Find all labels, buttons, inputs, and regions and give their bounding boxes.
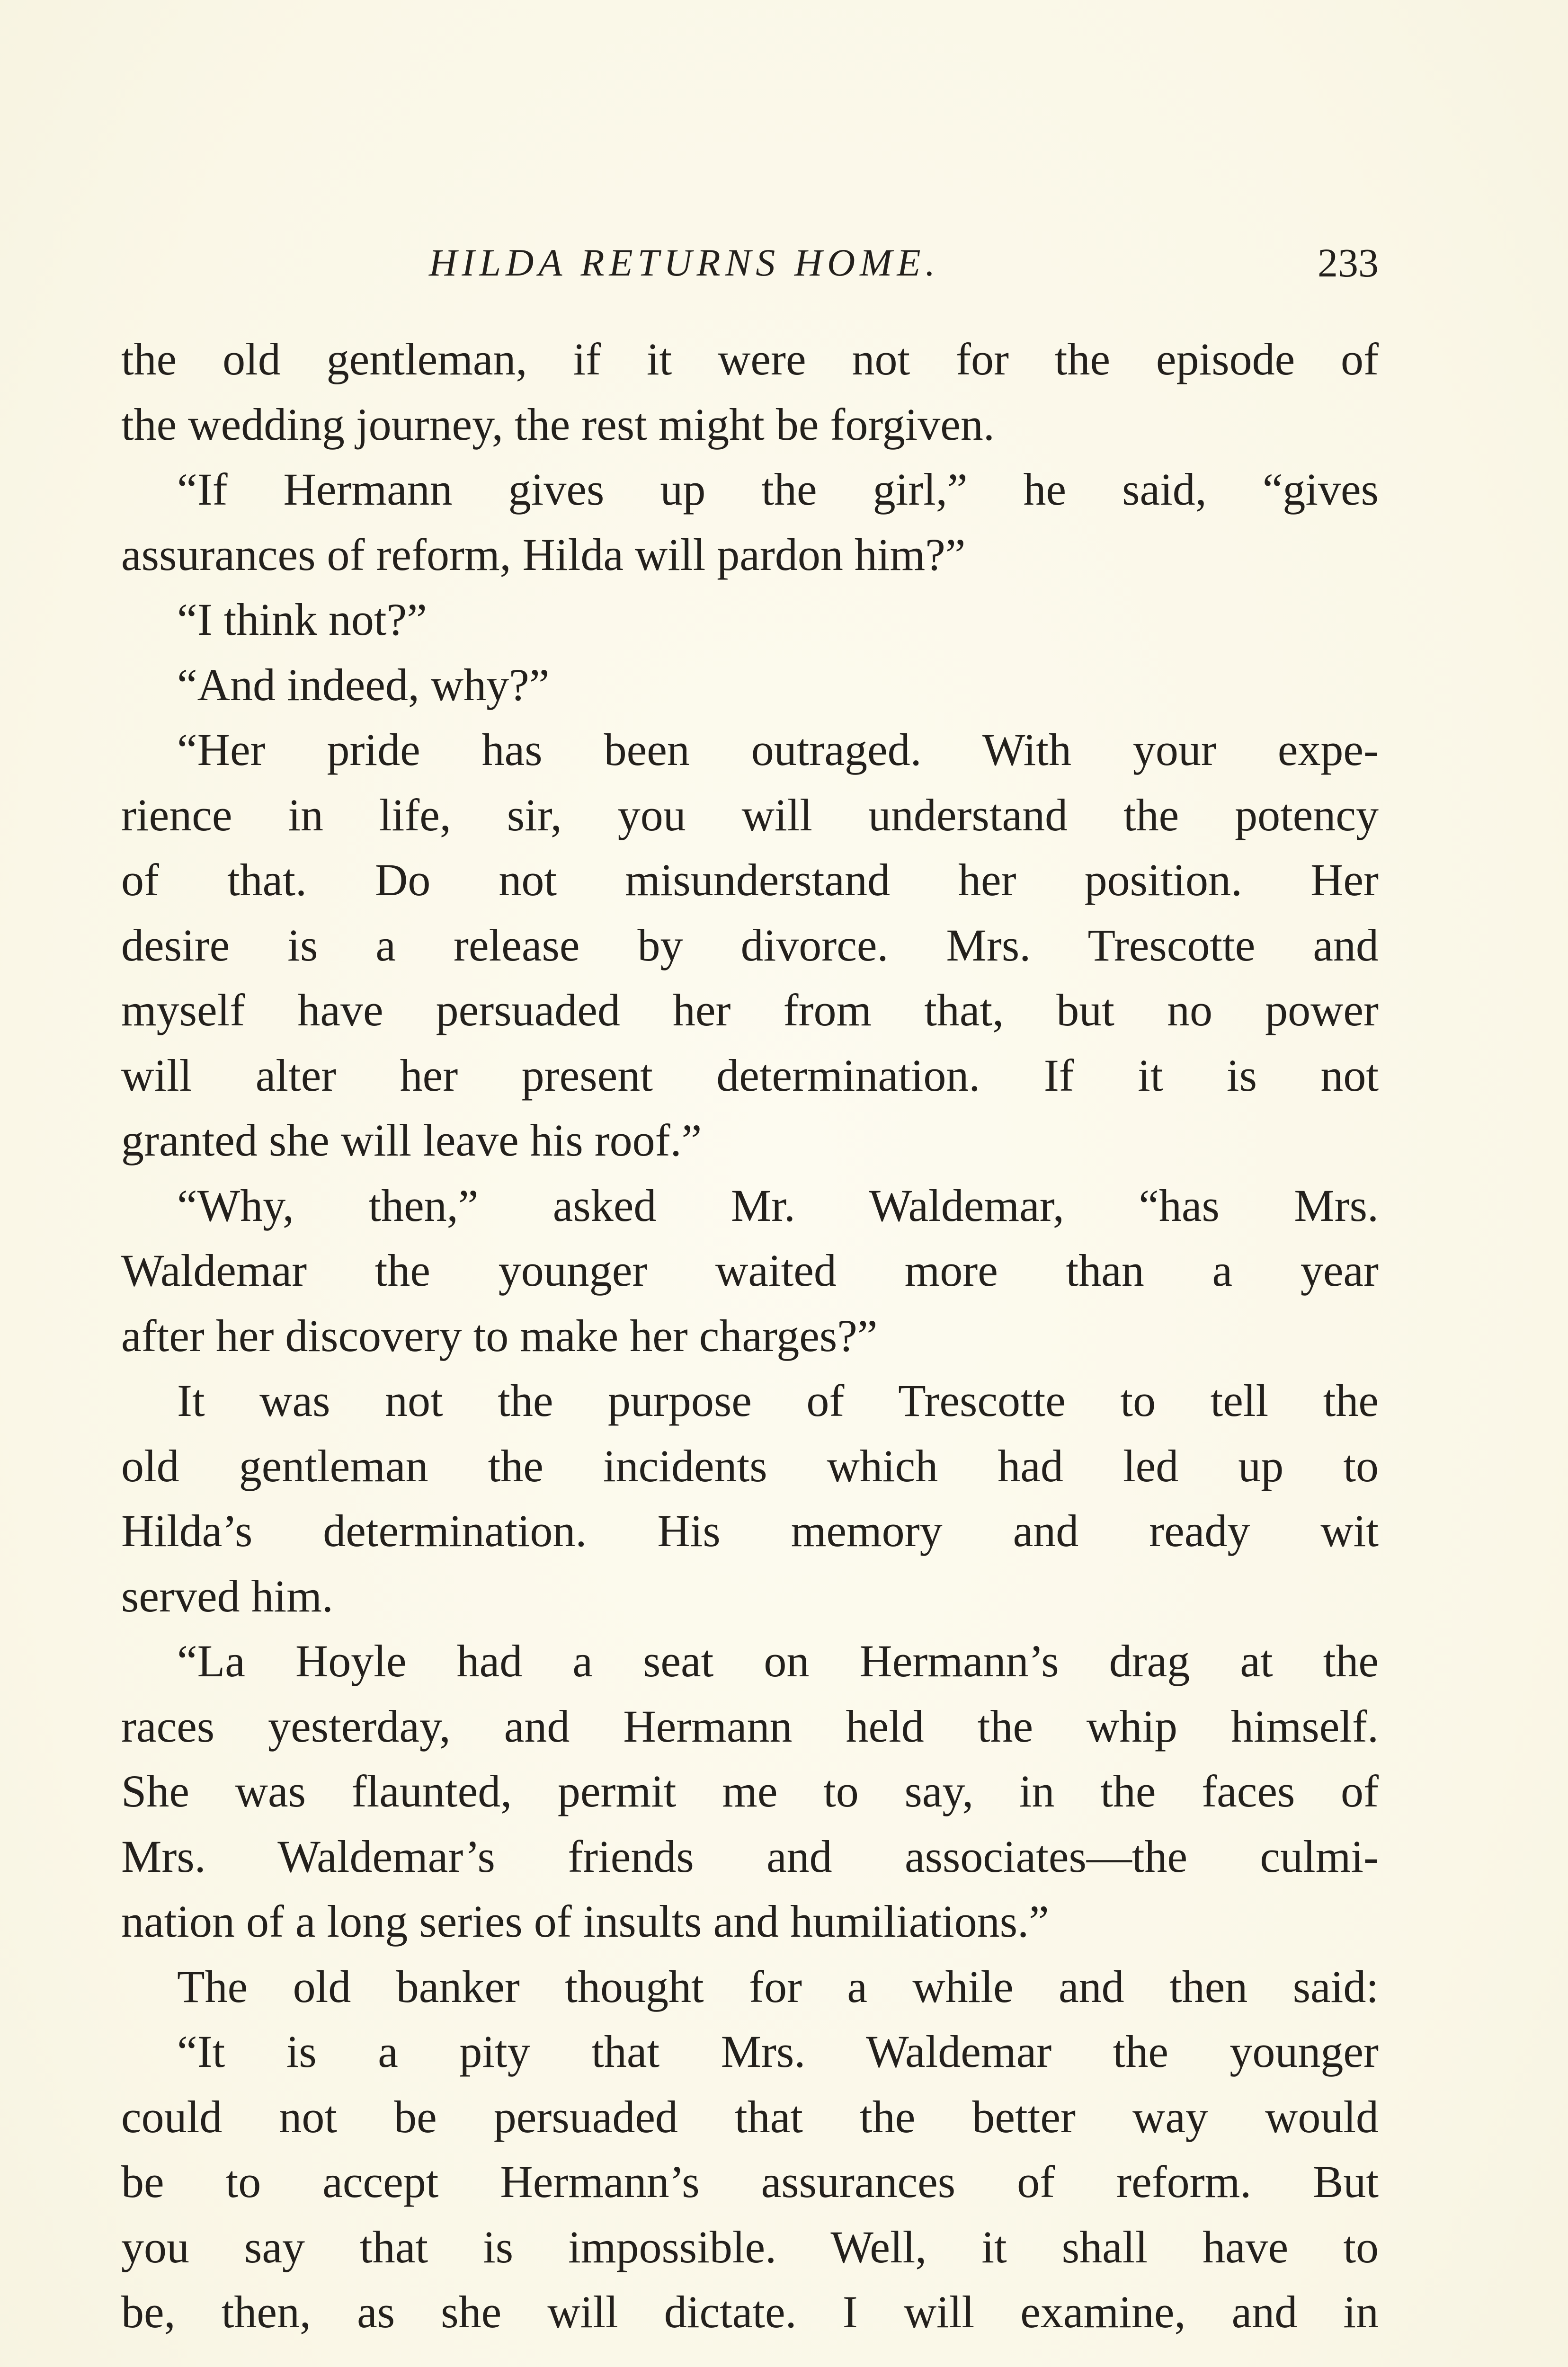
text-line: “Why, then,” asked Mr. Waldemar, “has Mrs. <box>177 1180 1379 1231</box>
page-number: 233 <box>1318 240 1379 285</box>
text-line: She was flaunted, permit me to say, in the faces of <box>121 1766 1379 1816</box>
text-line: rience in life, sir, you will understand the potency <box>121 789 1379 840</box>
text-line: Hilda’s determination. His memory and ready wit <box>121 1505 1379 1556</box>
page-header <box>121 237 1379 289</box>
text-line: after her discovery to make her charges?” <box>121 1310 878 1361</box>
text-line: “It is a pity that Mrs. Waldemar the younger <box>177 2026 1379 2077</box>
text-line: the old gentleman, if it were not for the episode of <box>121 334 1379 384</box>
text-line: “I think not?” <box>177 594 427 645</box>
text-line: myself have persuaded her from that, but no power <box>121 985 1379 1035</box>
text-line: granted she will leave his roof.” <box>121 1115 702 1166</box>
text-line: of that. Do not misunderstand her position. Her <box>121 854 1379 905</box>
text-line: nation of a long series of insults and humiliations.” <box>121 1896 1049 1947</box>
text-line: Waldemar the younger waited more than a year <box>121 1245 1379 1296</box>
text-line: assurances of reform, Hilda will pardon him?” <box>121 529 966 580</box>
text-line: served him. <box>121 1570 333 1621</box>
text-line: will alter her present determination. If it is not <box>121 1050 1379 1101</box>
text-line: be to accept Hermann’s assurances of reform. But <box>121 2156 1379 2207</box>
text-line: “Her pride has been outraged. With your expe- <box>177 724 1379 775</box>
text-line: It was not the purpose of Trescotte to tell the <box>177 1375 1379 1426</box>
text-line: could not be persuaded that the better way would <box>121 2091 1379 2142</box>
text-line: old gentleman the incidents which had led up to <box>121 1440 1379 1491</box>
text-line: “If Hermann gives up the girl,” he said, “gives <box>177 464 1379 515</box>
running-head: HILDA RETURNS HOME. <box>429 241 940 284</box>
text-line: “And indeed, why?” <box>177 659 550 710</box>
text-line: you say that is impossible. Well, it shall have to <box>121 2221 1379 2272</box>
text-line: be, then, as she will dictate. I will examine, and in <box>121 2287 1379 2337</box>
body-text <box>121 327 1379 2345</box>
text-line: races yesterday, and Hermann held the whip himself. <box>121 1700 1379 1752</box>
text-line: “La Hoyle had a seat on Hermann’s drag at the <box>177 1636 1379 1686</box>
text-line: the wedding journey, the rest might be forgiven. <box>121 399 995 450</box>
text-line: Mrs. Waldemar’s friends and associates—the culmi- <box>121 1831 1379 1882</box>
text-line: The old banker thought for a while and then said: <box>177 1961 1379 2012</box>
text-line: desire is a release by divorce. Mrs. Trescotte and <box>121 919 1379 970</box>
